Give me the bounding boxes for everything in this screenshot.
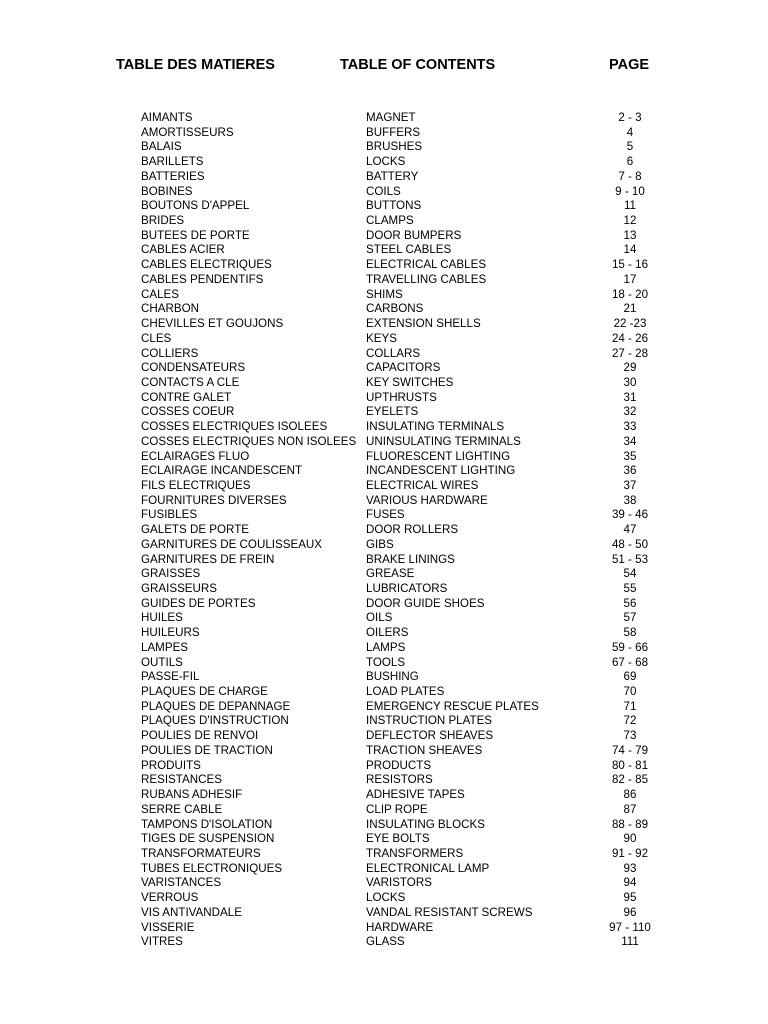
english-term: LOCKS [366, 155, 406, 169]
page-number: 21 [623, 302, 637, 316]
toc-row [0, 597, 768, 612]
french-term: BARILLETS [141, 155, 204, 169]
english-term: UNINSULATING TERMINALS [366, 434, 521, 448]
page-number: 72 [623, 714, 637, 728]
french-term: RESISTANCES [141, 773, 222, 787]
french-term: GARNITURES DE COULISSEAUX [141, 537, 323, 551]
toc-row [0, 435, 768, 450]
toc-row [0, 626, 768, 641]
english-term: TRANSFORMERS [366, 846, 464, 860]
english-term: OILERS [366, 626, 409, 640]
english-term: LOAD PLATES [366, 685, 445, 699]
french-term: BUTEES DE PORTE [141, 228, 250, 242]
english-term: CARBONS [366, 302, 424, 316]
english-term: TRAVELLING CABLES [366, 272, 487, 286]
french-term: GRAISSES [141, 567, 201, 581]
page-number: 7 - 8 [618, 169, 642, 183]
page-number: 82 - 85 [611, 773, 649, 787]
french-term: POULIES DE TRACTION [141, 743, 273, 757]
page-number: 38 [623, 493, 637, 507]
toc-row [0, 523, 768, 538]
english-term: TOOLS [366, 655, 406, 669]
english-term: LAMPS [366, 640, 406, 654]
toc-row [0, 538, 768, 553]
english-term: ELECTRICAL WIRES [366, 478, 479, 492]
page-number: 67 - 68 [611, 655, 649, 669]
toc-row [0, 508, 768, 523]
english-term: DOOR ROLLERS [366, 523, 459, 537]
french-term: BATTERIES [141, 169, 205, 183]
page-number: 87 [623, 802, 637, 816]
english-term: BUFFERS [366, 125, 421, 139]
french-term: TUBES ELECTRONIQUES [141, 861, 283, 875]
french-term: VERROUS [141, 891, 199, 905]
french-term: CHEVILLES ET GOUJONS [141, 317, 284, 331]
french-term: SERRE CABLE [141, 802, 223, 816]
toc-row [0, 935, 768, 950]
french-term: ECLAIRAGES FLUO [141, 449, 250, 463]
french-term: CHARBON [141, 302, 199, 316]
french-term: VARISTANCES [141, 876, 222, 890]
toc-row [0, 921, 768, 936]
french-term: VISSERIE [141, 920, 195, 934]
toc-row [0, 759, 768, 774]
french-term: PLAQUES D'INSTRUCTION [141, 714, 289, 728]
french-term: CONTACTS A CLE [141, 375, 240, 389]
toc-row [0, 641, 768, 656]
english-term: GLASS [366, 935, 405, 949]
french-term: GALETS DE PORTE [141, 523, 250, 537]
page-number: 12 [623, 214, 637, 228]
french-term: COLLIERS [141, 346, 199, 360]
page-number: 48 - 50 [611, 537, 649, 551]
english-term: LUBRICATORS [366, 582, 448, 595]
english-term: VANDAL RESISTANT SCREWS [366, 905, 533, 919]
french-term: PLAQUES DE CHARGE [141, 685, 268, 699]
page-number: 35 [623, 449, 637, 463]
toc-row [0, 288, 768, 303]
french-term: VITRES [141, 935, 183, 949]
french-term: FOURNITURES DIVERSES [141, 493, 287, 507]
english-term: CLIP ROPE [366, 802, 428, 816]
french-term: VIS ANTIVANDALE [141, 905, 242, 919]
english-term: INSULATING TERMINALS [366, 420, 505, 434]
english-term: BUTTONS [366, 199, 422, 213]
french-term: BOBINES [141, 184, 193, 198]
toc-row [0, 567, 768, 582]
page-number: 88 - 89 [611, 817, 649, 831]
page-number: 22 -23 [613, 317, 647, 331]
toc-row [0, 611, 768, 626]
page-number: 31 [623, 390, 637, 404]
english-term: INCANDESCENT LIGHTING [366, 464, 516, 478]
page-number: 71 [623, 699, 637, 713]
french-term: CABLES ACIER [141, 243, 225, 257]
page-number: 33 [623, 420, 637, 434]
page-number: 57 [623, 611, 637, 625]
english-term: COILS [366, 184, 401, 198]
toc-row [0, 832, 768, 847]
french-term: TRANSFORMATEURS [141, 846, 261, 860]
french-term: FUSIBLES [141, 508, 198, 522]
toc-row [0, 847, 768, 862]
english-term: CAPACITORS [366, 361, 441, 375]
english-term: VARIOUS HARDWARE [366, 493, 488, 507]
french-term: BALAIS [141, 140, 182, 154]
english-term: GREASE [366, 567, 415, 581]
toc-row [0, 185, 768, 200]
french-term: COSSES COEUR [141, 405, 235, 419]
page-number: 58 [623, 626, 637, 640]
french-term: RUBANS ADHESIF [141, 788, 243, 802]
english-term: BRUSHES [366, 140, 423, 154]
english-column-title: TABLE OF CONTENTS [340, 57, 496, 73]
table-of-contents [0, 111, 768, 950]
page-number: 95 [623, 891, 637, 905]
page-number: 2 - 3 [618, 111, 642, 124]
page-number: 59 - 66 [611, 640, 649, 654]
page-number: 36 [623, 464, 637, 478]
french-term: CONDENSATEURS [141, 361, 246, 375]
toc-row [0, 479, 768, 494]
page-number: 11 [623, 199, 637, 213]
toc-row [0, 553, 768, 568]
french-term: GARNITURES DE FREIN [141, 552, 275, 566]
french-term: COSSES ELECTRIQUES NON ISOLEES [141, 434, 357, 448]
english-term: COLLARS [366, 346, 421, 360]
english-term: BATTERY [366, 169, 419, 183]
toc-row [0, 391, 768, 406]
english-term: UPTHRUSTS [366, 390, 437, 404]
english-term: KEYS [366, 331, 397, 345]
page-number: 27 - 28 [611, 346, 649, 360]
toc-row [0, 685, 768, 700]
page-number: 32 [623, 405, 637, 419]
toc-row [0, 140, 768, 155]
toc-row [0, 258, 768, 273]
page-number: 86 [623, 788, 637, 802]
toc-row [0, 214, 768, 229]
toc-row [0, 229, 768, 244]
page-number: 56 [623, 596, 637, 610]
toc-row [0, 317, 768, 332]
toc-row [0, 656, 768, 671]
toc-row [0, 773, 768, 788]
english-term: BUSHING [366, 670, 419, 684]
toc-row [0, 450, 768, 465]
toc-row [0, 803, 768, 818]
english-term: ELECTRICAL CABLES [366, 258, 487, 272]
french-term: TIGES DE SUSPENSION [141, 832, 275, 846]
page-number: 9 - 10 [615, 184, 645, 198]
page-number: 29 [623, 361, 637, 375]
page-number: 15 - 16 [611, 258, 649, 272]
page-number: 47 [623, 523, 637, 537]
english-term: HARDWARE [366, 920, 434, 934]
english-term: EYELETS [366, 405, 419, 419]
english-term: VARISTORS [366, 876, 432, 890]
toc-row [0, 170, 768, 185]
toc-row [0, 199, 768, 214]
toc-row [0, 332, 768, 347]
french-term: CALES [141, 287, 180, 301]
english-term: FUSES [366, 508, 405, 522]
toc-row [0, 302, 768, 317]
english-term: LOCKS [366, 891, 406, 905]
page-number: 14 [623, 243, 637, 257]
french-term: FILS ELECTRIQUES [141, 478, 251, 492]
french-term: OUTILS [141, 655, 183, 669]
french-term: PRODUITS [141, 758, 201, 772]
page-number: 18 - 20 [611, 287, 649, 301]
toc-row [0, 464, 768, 479]
english-term: INSULATING BLOCKS [366, 817, 485, 831]
toc-row [0, 111, 768, 126]
toc-row [0, 243, 768, 258]
page-number: 51 - 53 [611, 552, 649, 566]
english-term: CLAMPS [366, 214, 414, 228]
page-number: 24 - 26 [611, 331, 649, 345]
page-number: 6 [626, 155, 634, 169]
french-term: CABLES ELECTRIQUES [141, 258, 272, 272]
toc-row [0, 876, 768, 891]
english-term: STEEL CABLES [366, 243, 452, 257]
english-term: SHIMS [366, 287, 403, 301]
page-number: 93 [623, 861, 637, 875]
english-term: EXTENSION SHELLS [366, 317, 481, 331]
page-number: 17 [623, 272, 637, 286]
french-term: CLES [141, 331, 172, 345]
english-term: BRAKE LININGS [366, 552, 455, 566]
page-column-title: PAGE [609, 57, 650, 73]
english-term: GIBS [366, 537, 394, 551]
toc-row [0, 155, 768, 170]
french-term: BOUTONS D'APPEL [141, 199, 250, 213]
toc-row [0, 126, 768, 141]
english-term: MAGNET [366, 111, 416, 124]
english-term: INSTRUCTION PLATES [366, 714, 493, 728]
french-term: AMORTISSEURS [141, 125, 234, 139]
french-term: CONTRE GALET [141, 390, 232, 404]
table-header [0, 57, 768, 77]
english-term: EYE BOLTS [366, 832, 430, 846]
toc-row [0, 361, 768, 376]
page-number: 55 [623, 582, 637, 595]
page-number: 74 - 79 [611, 743, 649, 757]
toc-row [0, 862, 768, 877]
page-number: 39 - 46 [611, 508, 649, 522]
page-number: 94 [623, 876, 637, 890]
page-number: 70 [623, 685, 637, 699]
toc-row [0, 906, 768, 921]
toc-row [0, 818, 768, 833]
french-term: ECLAIRAGE INCANDESCENT [141, 464, 303, 478]
toc-row [0, 494, 768, 509]
english-term: ADHESIVE TAPES [366, 788, 465, 802]
toc-row [0, 582, 768, 597]
toc-row [0, 670, 768, 685]
french-term: BRIDES [141, 214, 185, 228]
toc-row [0, 744, 768, 759]
french-term: PASSE-FIL [141, 670, 200, 684]
page-number: 4 [626, 125, 634, 139]
french-term: HUILEURS [141, 626, 200, 640]
french-term: CABLES PENDENTIFS [141, 272, 264, 286]
toc-row [0, 420, 768, 435]
english-term: DOOR GUIDE SHOES [366, 596, 485, 610]
english-term: DOOR BUMPERS [366, 228, 462, 242]
english-term: PRODUCTS [366, 758, 432, 772]
page-number: 5 [626, 140, 634, 154]
page-number: 34 [623, 434, 637, 448]
page-number: 111 [621, 935, 639, 949]
french-column-title: TABLE DES MATIERES [116, 57, 275, 73]
english-term: TRACTION SHEAVES [366, 743, 483, 757]
page-number: 13 [623, 228, 637, 242]
english-term: EMERGENCY RESCUE PLATES [366, 699, 539, 713]
page-number: 69 [623, 670, 637, 684]
english-term: KEY SWITCHES [366, 375, 454, 389]
page-number: 54 [623, 567, 637, 581]
page-number: 90 [623, 832, 637, 846]
page-number: 91 - 92 [611, 846, 649, 860]
toc-row [0, 891, 768, 906]
english-term: DEFLECTOR SHEAVES [366, 729, 494, 743]
french-term: POULIES DE RENVOI [141, 729, 259, 743]
toc-row [0, 273, 768, 288]
page-number: 30 [623, 375, 637, 389]
page-number: 80 - 81 [611, 758, 649, 772]
french-term: TAMPONS D'ISOLATION [141, 817, 273, 831]
english-term: OILS [366, 611, 393, 625]
toc-row [0, 405, 768, 420]
toc-row [0, 714, 768, 729]
page-number: 96 [623, 905, 637, 919]
french-term: LAMPES [141, 640, 189, 654]
french-term: COSSES ELECTRIQUES ISOLEES [141, 420, 328, 434]
french-term: GRAISSEURS [141, 582, 218, 595]
french-term: HUILES [141, 611, 183, 625]
english-term: ELECTRONICAL LAMP [366, 861, 490, 875]
page-number: 37 [623, 478, 637, 492]
french-term: PLAQUES DE DEPANNAGE [141, 699, 291, 713]
page-number: 97 - 110 [609, 920, 651, 934]
english-term: FLUORESCENT LIGHTING [366, 449, 511, 463]
toc-row [0, 347, 768, 362]
page-number: 73 [623, 729, 637, 743]
toc-row [0, 729, 768, 744]
french-term: GUIDES DE PORTES [141, 596, 256, 610]
english-term: RESISTORS [366, 773, 433, 787]
toc-row [0, 700, 768, 715]
toc-row [0, 376, 768, 391]
french-term: AIMANTS [141, 111, 193, 124]
toc-row [0, 788, 768, 803]
